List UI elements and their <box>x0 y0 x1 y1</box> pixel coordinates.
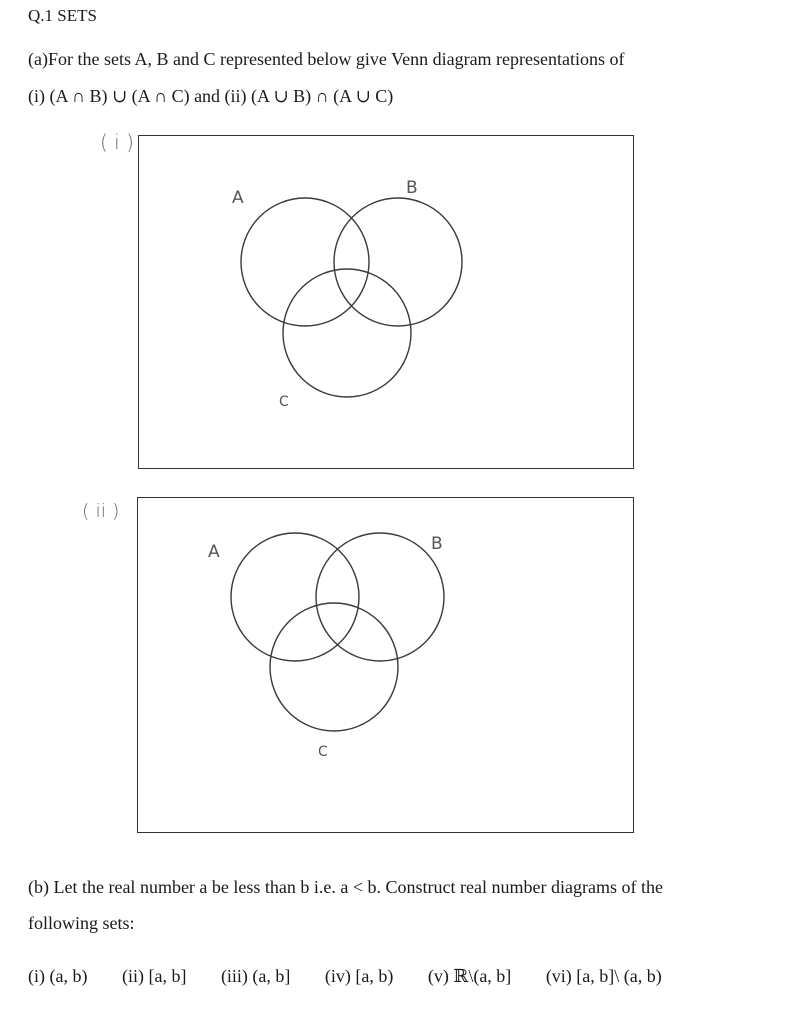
venn1-label-b: B <box>406 178 418 198</box>
set-item: (vi) [a, b]\ (a, b) <box>545 966 662 986</box>
part-a-expressions: (i) (A ∩ B) ∪ (A ∩ C) and (ii) (A ∪ B) ∩ (A ∪ C) <box>28 86 394 106</box>
set-item: (ii) [a, b] <box>121 966 187 986</box>
part-b-instruction-cont: following sets: <box>28 913 135 933</box>
set-item: (v) ℝ\(a, b] <box>427 966 512 986</box>
venn2-label-c: C <box>318 744 328 760</box>
venn-diagram-box-1[interactable] <box>138 135 634 469</box>
set-item: (iv) [a, b) <box>324 966 394 986</box>
part-b-instruction: (b) Let the real number a be less than b i.e. a < b. Construct real number diagrams of the <box>28 877 663 897</box>
diagram-1-label: ( i ) <box>100 130 134 154</box>
venn2-label-a: A <box>208 542 220 562</box>
set-item: (iii) (a, b] <box>220 966 291 986</box>
venn1-label-c: C <box>279 394 289 410</box>
part-b-set-list <box>28 966 662 987</box>
venn1-label-a: A <box>232 188 244 208</box>
venn-diagram-box-2[interactable] <box>137 497 634 833</box>
set-item: (i) (a, b) <box>28 966 88 986</box>
venn2-label-b: B <box>431 534 443 554</box>
part-a-instruction: (a)For the sets A, B and C represented below give Venn diagram representations of <box>28 49 625 69</box>
diagram-2-label: ( ii ) <box>82 500 120 522</box>
question-title: Q.1 SETS <box>28 6 97 25</box>
